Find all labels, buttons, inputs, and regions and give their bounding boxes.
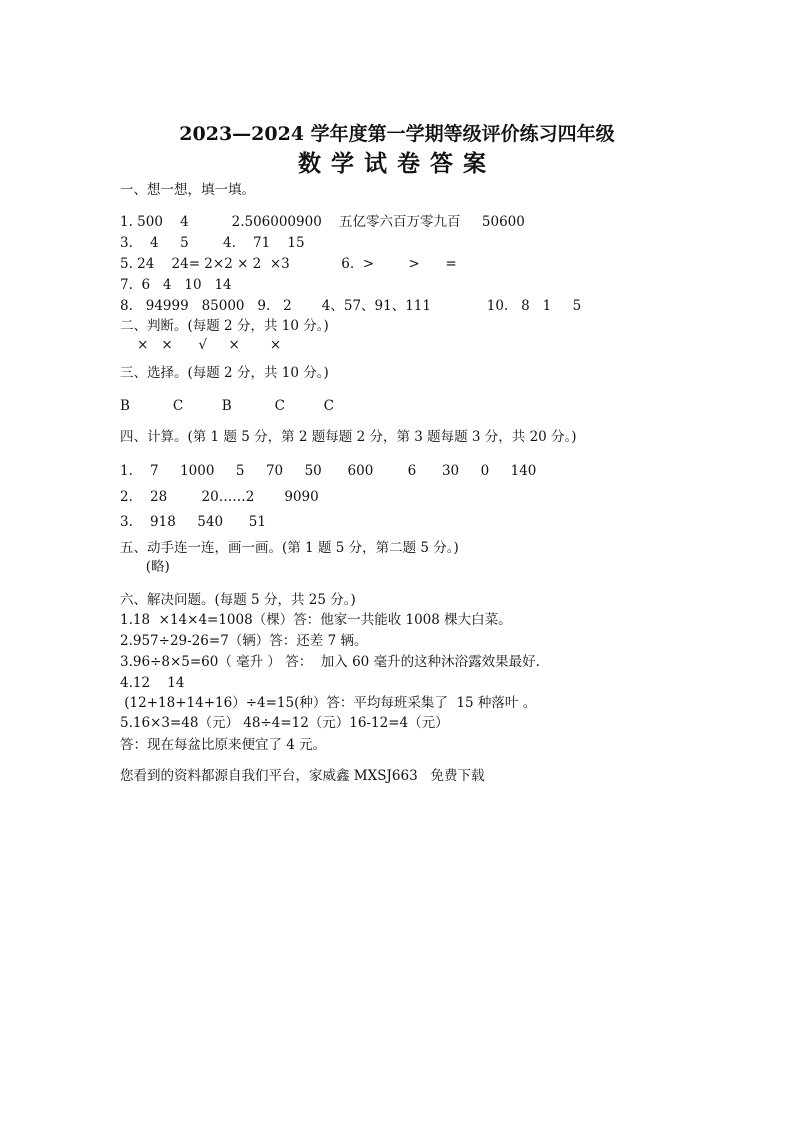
section-heading-fill-in: 一、想一想，填一填。 [120,182,255,198]
answer-line: (12+18+14+16）÷4=15(种）答：平均每班采集了 15 种落叶 。 [120,695,537,711]
answer-line: (略) [120,559,170,575]
page-subtitle: 数学试卷答案 [298,150,496,177]
answer-line: 3. 4 5 4. 71 15 [120,235,305,251]
footer-note: 您看到的资料都源自我们平台，家威鑫 MXSJ663 免费下载 [120,768,485,784]
answer-line: B C B C C [120,398,334,414]
page-title: 2023—2024 学年度第一学期等级评价练习四年级 [179,123,615,145]
section-heading-judge: 二、判断。(每题 2 分，共 10 分。) [120,318,329,334]
section-heading-calculate: 四、计算。(第 1 题 5 分，第 2 题每题 2 分，第 3 题每题 3 分，共 20 分。) [120,429,577,445]
section-heading-choice: 三、选择。(每题 2 分，共 10 分。) [120,365,329,381]
answer-line: 3.96÷8×5=60（ 毫升 ） 答： 加入 60 毫升的这种沐浴露效果最好. [120,654,540,670]
answer-line: 2. 28 20……2 9090 [120,489,319,505]
answer-line: 4.12 14 [120,675,185,691]
answer-line: 7. 6 4 10 14 [120,277,232,293]
answer-line: 8. 94999 85000 9. 2 4、57、91、111 10. 8 1 5 [120,298,582,314]
answer-line: 3. 918 540 51 [120,514,266,530]
section-heading-draw: 五、动手连一连，画一画。(第 1 题 5 分，第二题 5 分。) [120,540,459,556]
answer-line: 5. 24 24= 2×2 × 2 ×3 6. > > = [120,256,457,272]
section-heading-solve: 六、解决问题。(每题 5 分，共 25 分。) [120,592,356,608]
answer-line: 1.18 ×14×4=1008（棵）答：他家一共能收 1008 棵大白菜。 [120,612,512,628]
answer-line: 5.16×3=48（元） 48÷4=12（元）16-12=4（元） [120,715,449,731]
answer-line: 1. 500 4 2.506000900 五亿零六百万零九百 50600 [120,214,525,230]
answer-line: 2.957÷29-26=7（辆）答：还差 7 辆。 [120,633,368,649]
answer-line: 1. 7 1000 5 70 50 600 6 30 0 140 [120,463,537,479]
answer-line: 答：现在每盆比原来便宜了 4 元。 [120,737,327,753]
answer-line: × × √ × × [120,337,282,353]
